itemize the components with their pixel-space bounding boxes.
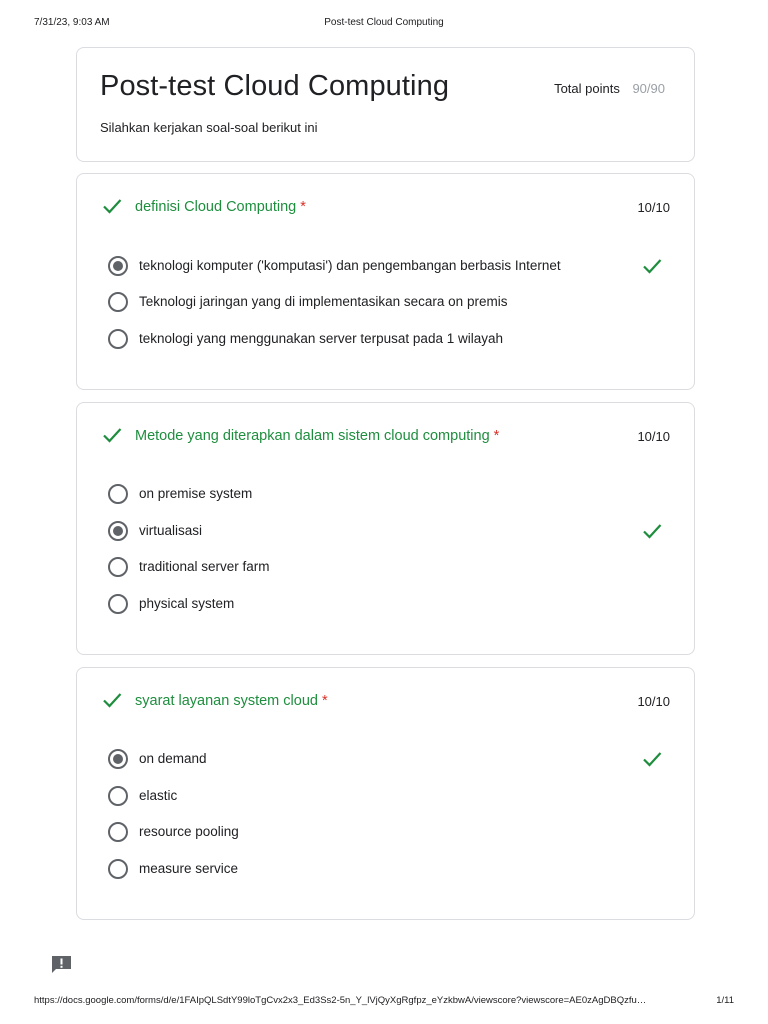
form-header-card — [76, 47, 695, 162]
option-row[interactable] — [77, 747, 694, 771]
check-icon — [642, 258, 662, 274]
option-row[interactable] — [77, 482, 694, 506]
option-row[interactable] — [77, 592, 694, 616]
radio-unselected[interactable] — [108, 594, 128, 614]
option-label: measure service — [139, 861, 239, 876]
option-row[interactable] — [77, 290, 694, 314]
question-header — [77, 403, 694, 463]
question-title: syarat layanan system cloud * — [135, 693, 328, 709]
option-row[interactable] — [77, 784, 694, 808]
option-label: elastic — [139, 788, 178, 803]
print-header — [34, 17, 734, 31]
question-title: Metode yang diterapkan dalam sistem cloud computing * — [135, 428, 500, 444]
option-label: virtualisasi — [139, 523, 203, 538]
radio-unselected[interactable] — [108, 484, 128, 504]
required-asterisk: * — [493, 428, 500, 444]
print-footer — [34, 995, 734, 1009]
option-row[interactable] — [77, 555, 694, 579]
form-title: Post-test Cloud Computing — [100, 70, 450, 102]
check-icon — [102, 198, 122, 214]
option-row[interactable] — [77, 519, 694, 543]
question-title: definisi Cloud Computing * — [135, 199, 306, 215]
question-points: 10/10 — [637, 200, 670, 215]
option-label: on demand — [139, 751, 207, 766]
check-icon — [102, 692, 122, 708]
check-icon — [642, 523, 662, 539]
total-points-value: 90/90 — [632, 81, 665, 96]
option-label: teknologi komputer ('komputasi') dan pengembangan berbasis Internet — [139, 258, 561, 273]
question-card — [76, 667, 695, 920]
option-row[interactable] — [77, 254, 694, 278]
radio-unselected[interactable] — [108, 822, 128, 842]
radio-unselected[interactable] — [108, 786, 128, 806]
page-number: 1/11 — [716, 995, 734, 1006]
print-url: https://docs.google.com/forms/d/e/1FAIpQLSdtY99loTgCvx2x3_Ed3Ss2-5n_Y_lVjQyXgRgfpz_eYzkbwA/viewscore?viewscore=AE0zAgDBQzfu… — [34, 995, 647, 1006]
required-asterisk: * — [321, 693, 328, 709]
radio-unselected[interactable] — [108, 329, 128, 349]
print-title: Post-test Cloud Computing — [324, 17, 444, 28]
radio-unselected[interactable] — [108, 859, 128, 879]
form-description: Silahkan kerjakan soal-soal berikut ini — [100, 120, 318, 135]
check-icon — [102, 427, 122, 443]
radio-selected[interactable] — [108, 521, 128, 541]
option-row[interactable] — [77, 820, 694, 844]
required-asterisk: * — [300, 199, 306, 215]
question-header — [77, 174, 694, 234]
question-card — [76, 402, 695, 655]
option-label: physical system — [139, 596, 235, 611]
option-label: traditional server farm — [139, 559, 270, 574]
question-points: 10/10 — [637, 429, 670, 444]
total-points — [554, 81, 665, 96]
radio-unselected[interactable] — [108, 292, 128, 312]
total-points-label: Total points — [554, 81, 620, 96]
radio-unselected[interactable] — [108, 557, 128, 577]
option-row[interactable] — [77, 857, 694, 881]
radio-selected[interactable] — [108, 256, 128, 276]
check-icon — [642, 751, 662, 767]
option-label: resource pooling — [139, 824, 239, 839]
option-label: teknologi yang menggunakan server terpusat pada 1 wilayah — [139, 331, 503, 346]
option-label: Teknologi jaringan yang di implementasikan secara on premis — [139, 294, 508, 309]
report-feedback-icon[interactable] — [51, 955, 72, 974]
question-points: 10/10 — [637, 694, 670, 709]
radio-selected[interactable] — [108, 749, 128, 769]
question-header — [77, 668, 694, 728]
print-date: 7/31/23, 9:03 AM — [34, 17, 110, 28]
question-card — [76, 173, 695, 390]
option-row[interactable] — [77, 327, 694, 351]
option-label: on premise system — [139, 486, 253, 501]
